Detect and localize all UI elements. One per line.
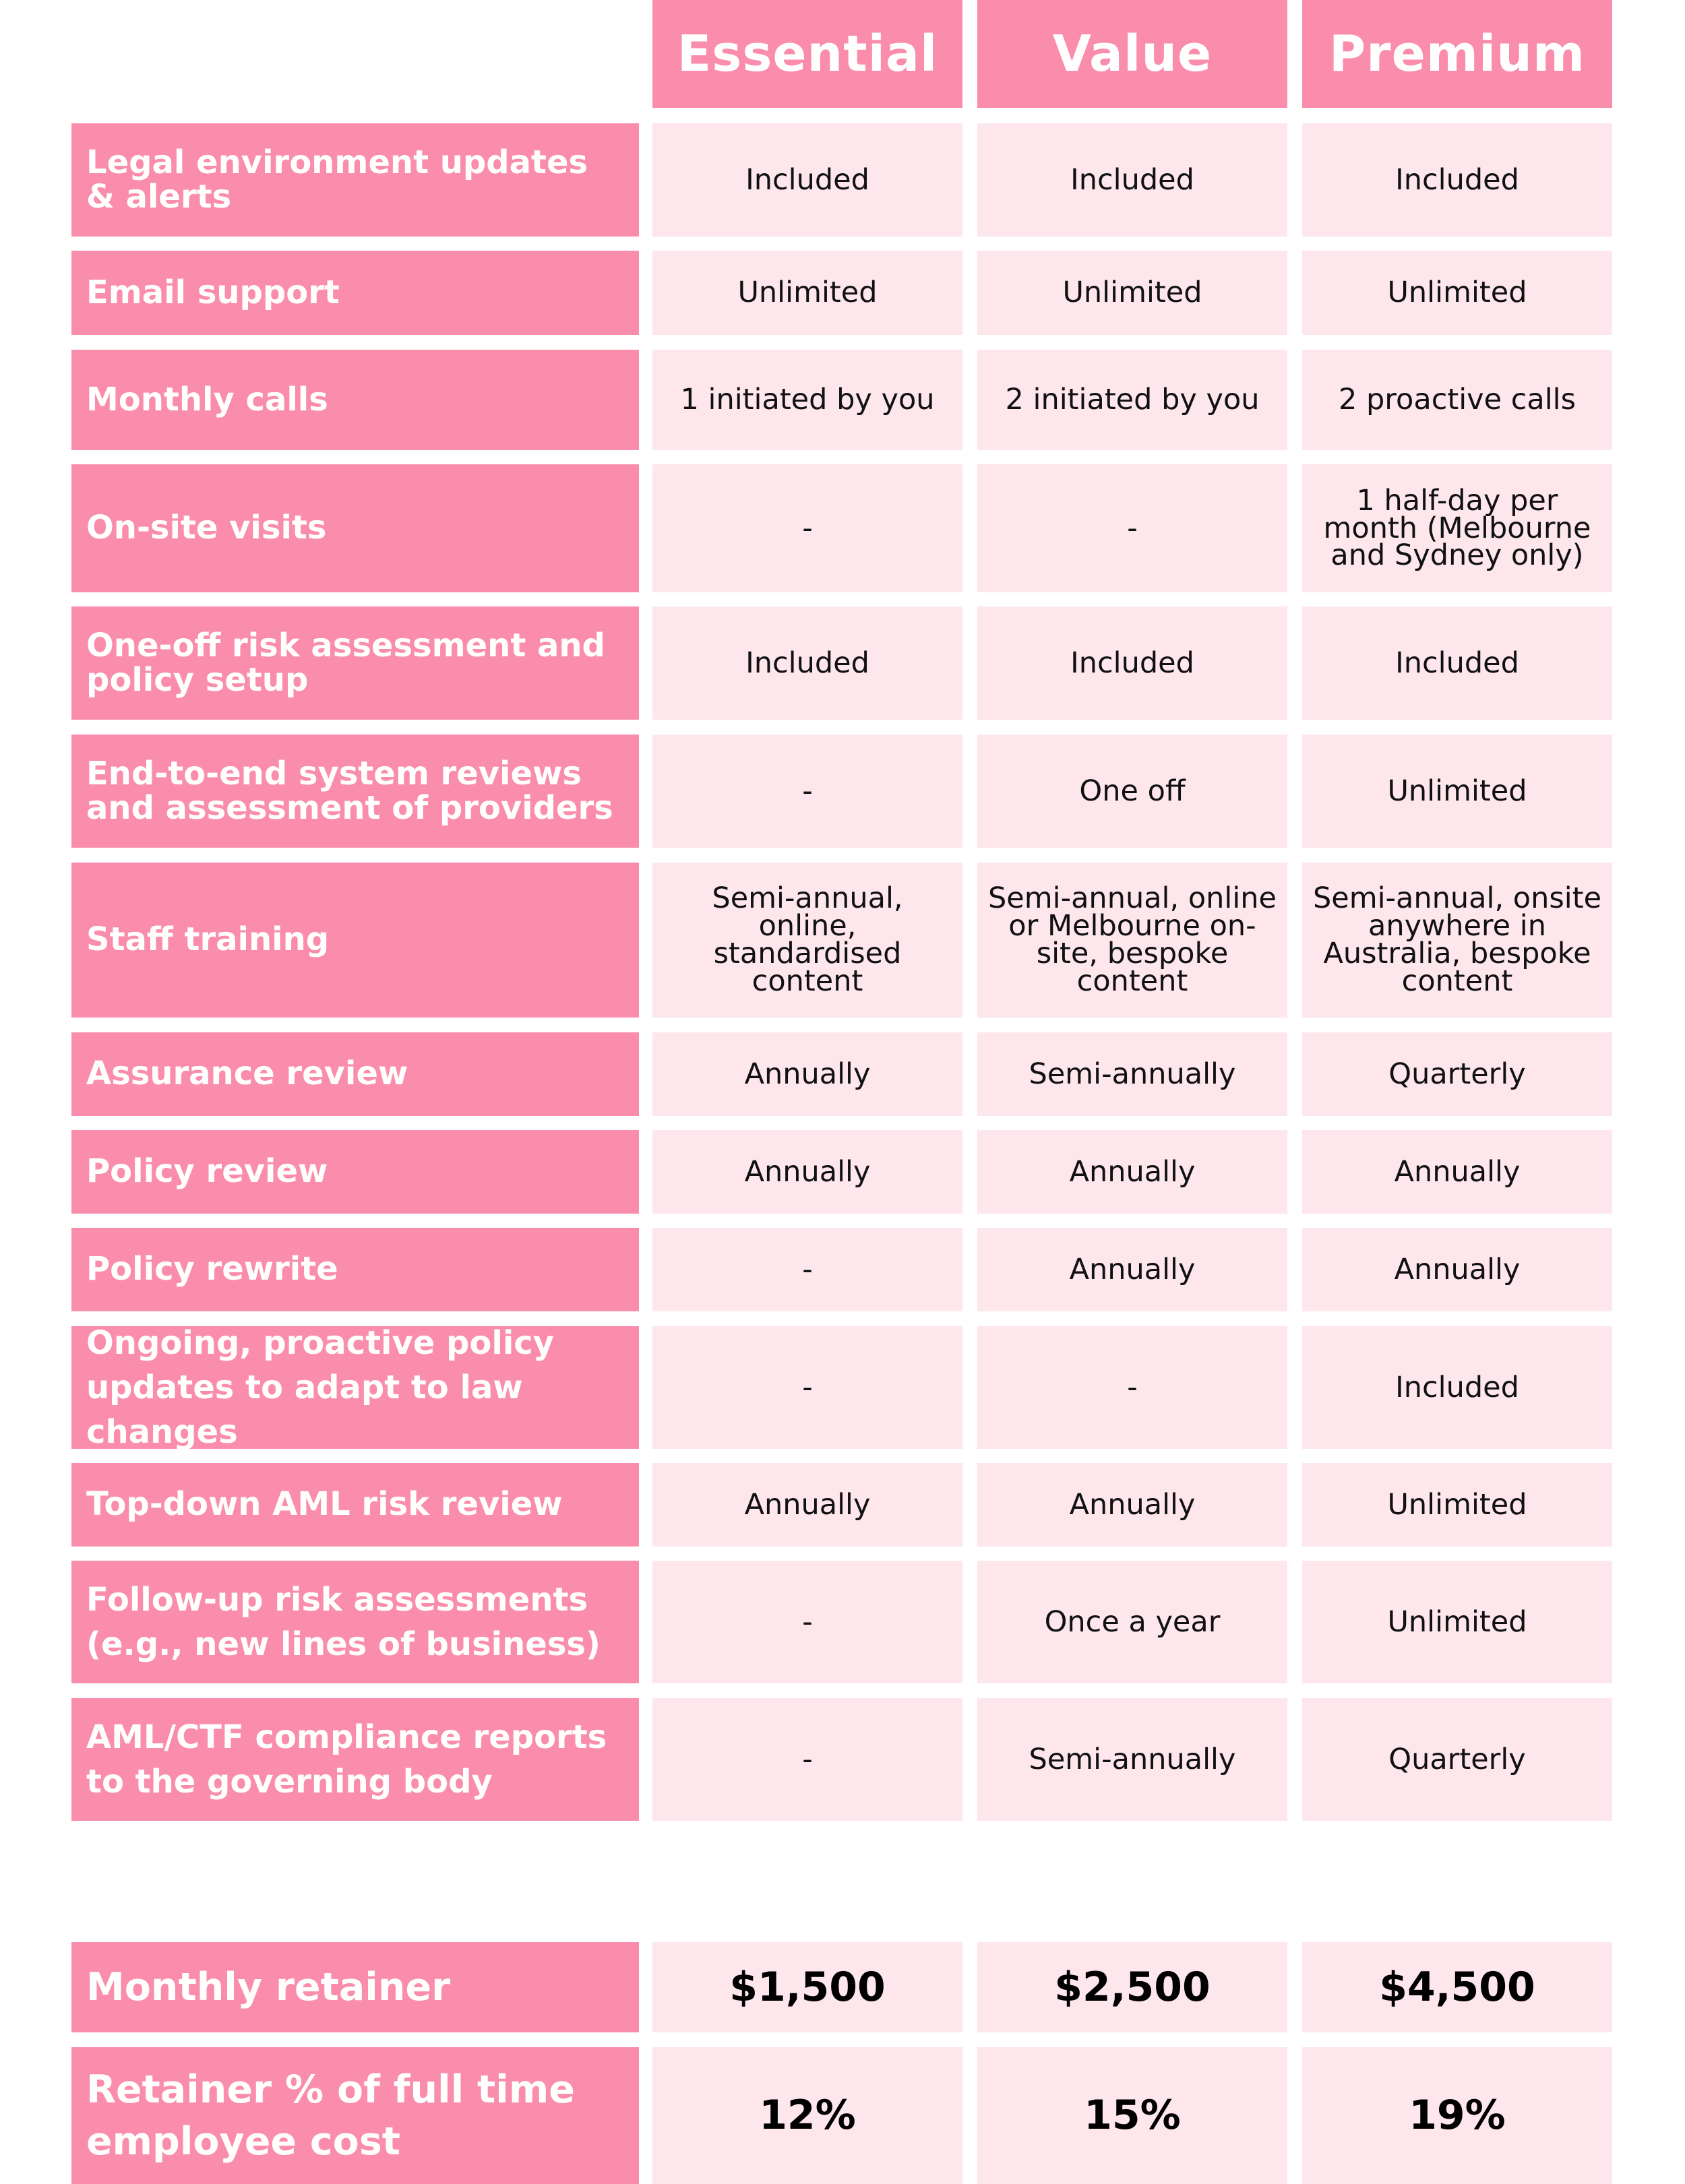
- feature-risk-assessment-setup: One-off risk assessment and policy setup: [71, 606, 639, 720]
- feature-aml-risk-review: Top-down AML risk review: [71, 1463, 639, 1547]
- cell-aml-risk-review-essential: Annually: [652, 1463, 962, 1547]
- cell-email-support-value: Unlimited: [977, 251, 1287, 335]
- cell-compliance-reports-essential: -: [652, 1698, 962, 1821]
- cell-legal-updates-premium: Included: [1302, 123, 1612, 237]
- cell-monthly-calls-essential: 1 initiated by you: [652, 350, 962, 450]
- cell-onsite-visits-essential: -: [652, 464, 962, 592]
- cell-assurance-review-premium: Quarterly: [1302, 1032, 1612, 1116]
- cell-legal-updates-value: Included: [977, 123, 1287, 237]
- cell-aml-risk-review-value: Annually: [977, 1463, 1287, 1547]
- cell-proactive-policy-updates-value: -: [977, 1326, 1287, 1449]
- cell-email-support-premium: Unlimited: [1302, 251, 1612, 335]
- cell-staff-training-value: Semi-annual, online or Melbourne on-site, bespoke content: [977, 863, 1287, 1018]
- feature-staff-training: Staff training: [71, 863, 639, 1018]
- feature-policy-review: Policy review: [71, 1130, 639, 1214]
- feature-legal-updates: Legal environment updates & alerts: [71, 123, 639, 237]
- cell-policy-review-value: Annually: [977, 1130, 1287, 1214]
- plan-header-premium: Premium: [1302, 0, 1612, 108]
- cell-followup-risk-assessments-premium: Unlimited: [1302, 1561, 1612, 1683]
- price-retainer-percent-premium: 19%: [1302, 2047, 1612, 2184]
- cell-monthly-calls-premium: 2 proactive calls: [1302, 350, 1612, 450]
- cell-policy-rewrite-essential: -: [652, 1228, 962, 1311]
- cell-proactive-policy-updates-essential: -: [652, 1326, 962, 1449]
- feature-followup-risk-assessments: Follow-up risk assessments (e.g., new lines of business): [71, 1561, 639, 1683]
- feature-monthly-calls: Monthly calls: [71, 350, 639, 450]
- cell-system-reviews-premium: Unlimited: [1302, 735, 1612, 848]
- feature-compliance-reports: AML/CTF compliance reports to the governing body: [71, 1698, 639, 1821]
- cell-policy-review-essential: Annually: [652, 1130, 962, 1214]
- feature-email-support: Email support: [71, 251, 639, 335]
- cell-risk-assessment-setup-premium: Included: [1302, 606, 1612, 720]
- cell-onsite-visits-value: -: [977, 464, 1287, 592]
- cell-email-support-essential: Unlimited: [652, 251, 962, 335]
- cell-onsite-visits-premium: 1 half-day per month (Melbourne and Sydney only): [1302, 464, 1612, 592]
- cell-staff-training-premium: Semi-annual, onsite anywhere in Australia, bespoke content: [1302, 863, 1612, 1018]
- price-monthly-retainer-premium: $4,500: [1302, 1942, 1612, 2032]
- cell-policy-review-premium: Annually: [1302, 1130, 1612, 1214]
- cell-compliance-reports-premium: Quarterly: [1302, 1698, 1612, 1821]
- feature-assurance-review: Assurance review: [71, 1032, 639, 1116]
- cell-staff-training-essential: Semi-annual, online, standardised content: [652, 863, 962, 1018]
- cell-assurance-review-essential: Annually: [652, 1032, 962, 1116]
- pricing-label-retainer-percent: Retainer % of full time employee cost: [71, 2047, 639, 2184]
- pricing-label-monthly-retainer: Monthly retainer: [71, 1942, 639, 2032]
- cell-followup-risk-assessments-value: Once a year: [977, 1561, 1287, 1683]
- plan-header-essential: Essential: [652, 0, 962, 108]
- cell-legal-updates-essential: Included: [652, 123, 962, 237]
- cell-policy-rewrite-value: Annually: [977, 1228, 1287, 1311]
- feature-onsite-visits: On-site visits: [71, 464, 639, 592]
- cell-compliance-reports-value: Semi-annually: [977, 1698, 1287, 1821]
- cell-assurance-review-value: Semi-annually: [977, 1032, 1287, 1116]
- cell-followup-risk-assessments-essential: -: [652, 1561, 962, 1683]
- price-retainer-percent-essential: 12%: [652, 2047, 962, 2184]
- cell-aml-risk-review-premium: Unlimited: [1302, 1463, 1612, 1547]
- feature-policy-rewrite: Policy rewrite: [71, 1228, 639, 1311]
- cell-monthly-calls-value: 2 initiated by you: [977, 350, 1287, 450]
- price-monthly-retainer-essential: $1,500: [652, 1942, 962, 2032]
- cell-system-reviews-essential: -: [652, 735, 962, 848]
- cell-risk-assessment-setup-value: Included: [977, 606, 1287, 720]
- price-monthly-retainer-value: $2,500: [977, 1942, 1287, 2032]
- cell-proactive-policy-updates-premium: Included: [1302, 1326, 1612, 1449]
- cell-risk-assessment-setup-essential: Included: [652, 606, 962, 720]
- price-retainer-percent-value: 15%: [977, 2047, 1287, 2184]
- feature-system-reviews: End-to-end system reviews and assessment of providers: [71, 735, 639, 848]
- plan-header-value: Value: [977, 0, 1287, 108]
- cell-policy-rewrite-premium: Annually: [1302, 1228, 1612, 1311]
- cell-system-reviews-value: One off: [977, 735, 1287, 848]
- feature-proactive-policy-updates: Ongoing, proactive policy updates to adapt to law changes: [71, 1326, 639, 1449]
